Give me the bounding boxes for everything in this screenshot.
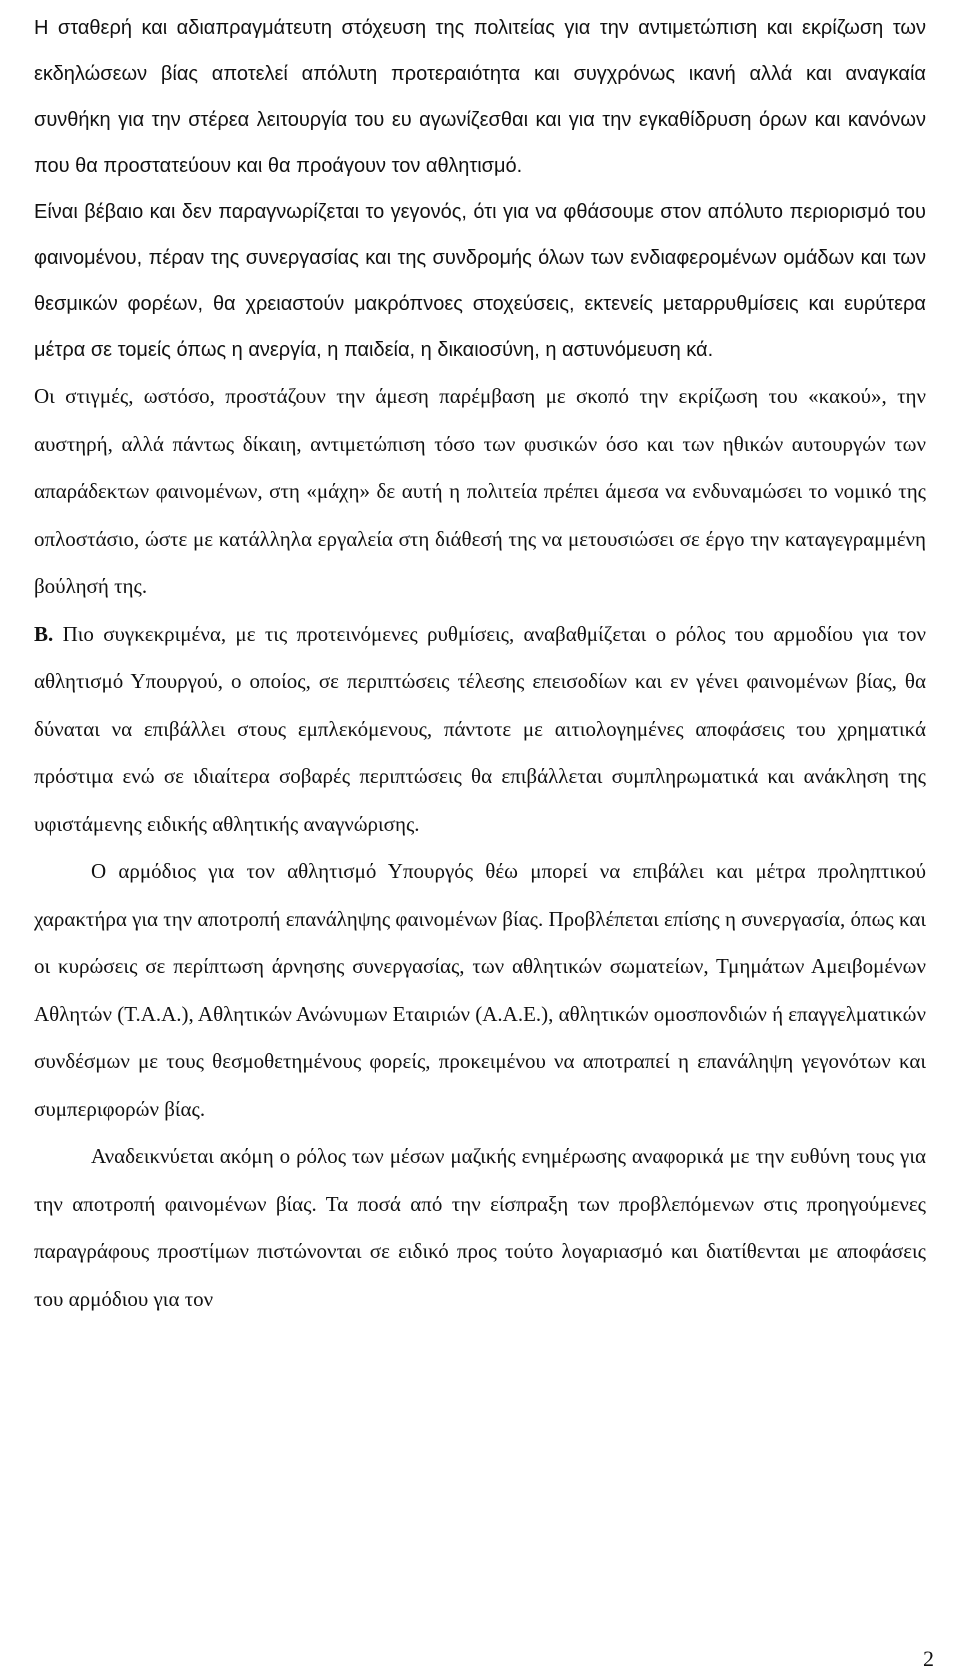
paragraph-section-b xyxy=(34,611,926,849)
paragraph-intervention: Οι στιγμές, ωστόσο, προστάζουν την άμεση παρέμβαση με σκοπό την εκρίζωση του «κακού», την αυστηρή, αλλά πάντως δίκαιη, αντιμετώπιση τόσο των φυσικών όσο και των ηθικών αυτουργών των απαράδεκτων φαινομένων, στη «μάχη» δε αυτή η πολιτεία πρέπει άμεσα να ενδυναμώσει το νομικό της οπλοστάσιο, ώστε με κατάλληλα εργαλεία στη διάθεσή της να μετουσιώσει σε έργο την καταγεγραμμένη βούλησή της. xyxy=(34,384,926,598)
section-b-text: Πιο συγκεκριμένα, με τις προτεινόμενες ρυθμίσεις, αναβαθμίζεται ο ρόλος του αρμοδίου για τον αθλητισμό Υπουργού, ο οποίος, σε περιπτώσεις τέλεσης επεισοδίων και εν γένει φαινομένων βίας, θα δύναται να επιβάλλει στους εμπλεκόμενους, πάντοτε με αιτιολογημένες αποφάσεις του χρηματικά πρόστιμα ενώ σε ιδιαίτερα σοβαρές περιπτώσεις θα επιβάλλεται συμπληρωματικά και ανάκληση της υφιστάμενης ειδικής αθλητικής αναγνώρισης. xyxy=(34,621,926,836)
paragraph-intro: Η σταθερή και αδιαπραγμάτευτη στόχευση της πολιτείας για την αντιμετώπιση και εκρίζωση των εκδηλώσεων βίας αποτελεί απόλυτη προτεραιότητα και συγχρόνως ικανή αλλά και αναγκαία συνθήκη για την στέρεα λειτουργία του ευ αγωνίζεσθαι και για την εγκαθίδρυση όρων και κανόνων που θα προστατεύουν και θα προάγουν τον αθλητισμό. xyxy=(34,17,926,177)
intro-section xyxy=(34,0,926,373)
page-number: 2 xyxy=(923,1646,934,1671)
paragraph-minister: Ο αρμόδιος για τον αθλητισμό Υπουργός θέω μπορεί να επιβάλει και μέτρα προληπτικού χαρακτήρα για την αποτροπή επανάληψης φαινομένων βίας. Προβλέπεται επίσης η συνεργασία, όπως και οι κυρώσεις σε περίπτωση άρνησης συνεργασίας, των αθλητικών σωματείων, Τμημάτων Αμειβομένων Αθλητών (Τ.Α.Α.), Αθλητικών Ανώνυμων Εταιριών (Α.Α.Ε.), αθλητικών ομοσπονδιών ή επαγγελματικών συνδέσμων με τους θεσμοθετημένους φορείς, προκειμένου να αποτραπεί η επανάληψη γεγονότων και συμπεριφορών βίας. xyxy=(34,859,927,1121)
section-b-label: Β. xyxy=(34,621,54,646)
paragraph-media: Αναδεικνύεται ακόμη ο ρόλος των μέσων μαζικής ενημέρωσης αναφορικά με την ευθύνη τους για την αποτροπή φαινομένων βίας. Τα ποσά από την είσπραξη των προβλεπόμενων στις προηγούμενες παραγράφους προστίμων πιστώνονται σε ειδικό προς τούτο λογαριασμό και διατίθενται με αποφάσεις του αρμόδιου για τον xyxy=(34,1144,926,1311)
body-section xyxy=(34,373,926,1323)
paragraph-measures: Είναι βέβαιο και δεν παραγνωρίζεται το γεγονός, ότι για να φθάσουμε στον απόλυτο περιορισμό του φαινομένου, πέραν της συνεργασίας και της συνδρομής όλων των ενδιαφερομένων ομάδων και των θεσμικών φορέων, θα χρειαστούν μακρόπνοες στοχεύσεις, εκτενείς μεταρρυθμίσεις και ευρύτερα μέτρα σε τομείς όπως η ανεργία, η παιδεία, η δικαιοσύνη, η αστυνόμευση κά. xyxy=(34,201,926,361)
